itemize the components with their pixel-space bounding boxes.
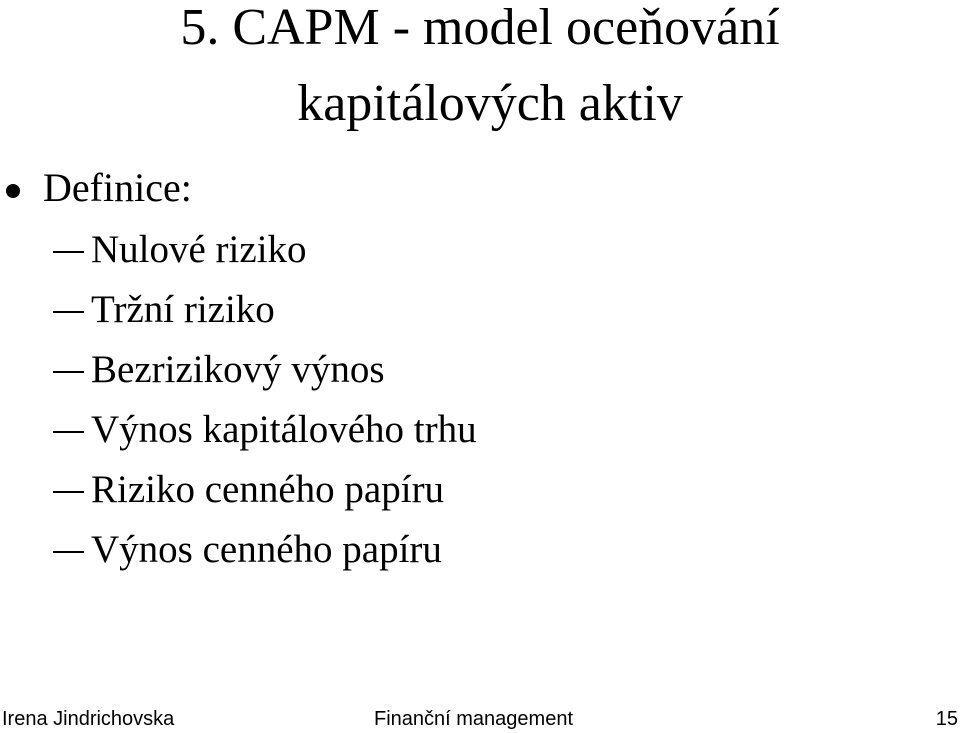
bullet-text: Definice: (43, 165, 192, 210)
dash-icon (53, 491, 84, 493)
dash-icon (53, 251, 84, 253)
definition-list (0, 222, 960, 582)
title-line-2: kapitálových aktiv (297, 75, 683, 132)
list-item-text: Nulové riziko (91, 228, 307, 271)
list-item (0, 522, 960, 582)
list-item (0, 222, 960, 282)
dash-icon (53, 371, 84, 373)
dash-icon (53, 311, 84, 313)
dash-icon (53, 431, 84, 433)
list-item-text: Bezrizikový výnos (91, 348, 385, 391)
list-item (0, 342, 960, 402)
slide-title (0, 0, 960, 132)
title-line-1: 5. CAPM - model oceňování (180, 0, 780, 56)
list-item-text: Výnos kapitálového trhu (91, 408, 477, 451)
list-item-text: Tržní riziko (91, 288, 275, 331)
list-item (0, 462, 960, 522)
list-item-text: Riziko cenného papíru (91, 468, 445, 511)
bullet-dot-icon (6, 184, 20, 198)
footer-course: Finanční management (374, 708, 574, 730)
slide-footer (0, 705, 960, 733)
list-item (0, 282, 960, 342)
list-item (0, 402, 960, 462)
footer-author: Irena Jindrichovska (2, 708, 175, 730)
footer-page-number: 15 (935, 708, 958, 730)
dash-icon (53, 551, 84, 553)
list-item-text: Výnos cenného papíru (91, 528, 442, 571)
